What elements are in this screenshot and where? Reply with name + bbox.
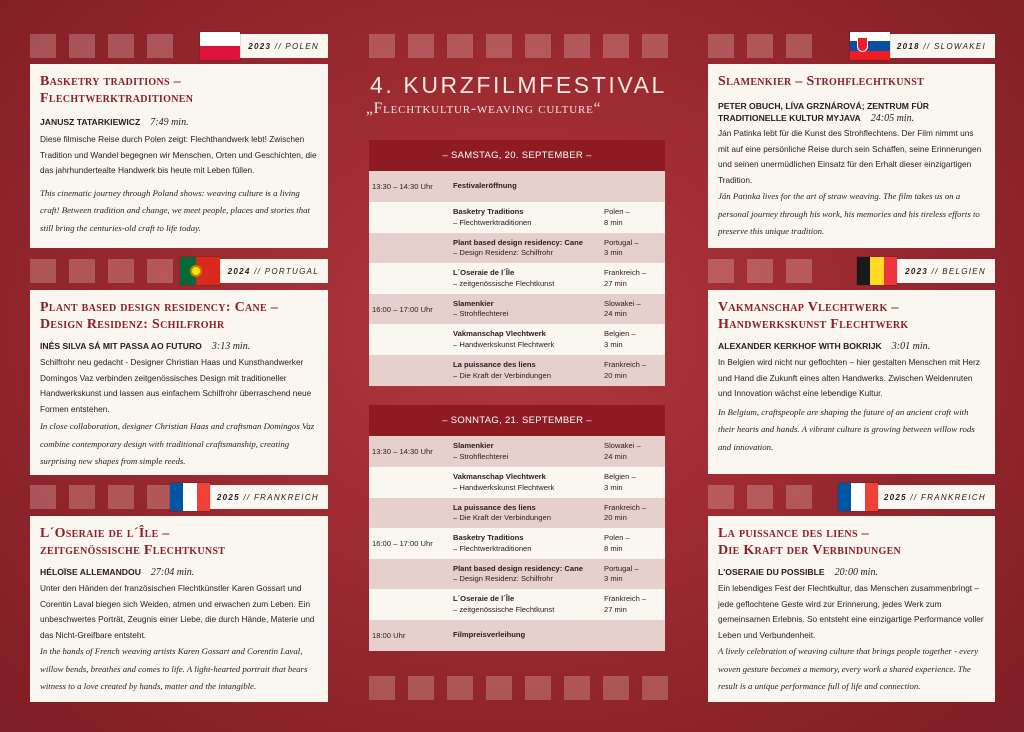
film-description-de: Unter den Händen der französischen Flechtkünstler Karen Gossart und Corentin Laval biegen sich Weiden, atmen und erwachen zum Leben. Ein unbeschwertes Porträt, Zeugnis einer Liebe, die durch Hände, Materie und das Nicht-Greifbare entsteht.: [40, 583, 315, 640]
schedule-country-name: Polen –: [604, 533, 630, 542]
schedule-duration: 8 min: [604, 217, 623, 227]
schedule-country: [604, 329, 664, 350]
flag-portugal-icon: [180, 257, 220, 285]
schedule-film: [453, 207, 604, 228]
schedule-country-name: Slowakei –: [604, 298, 641, 308]
schedule-row: [369, 436, 665, 467]
filmstrip-mid-left: [30, 259, 173, 283]
schedule-country: [604, 207, 664, 228]
schedule-row: [369, 467, 665, 498]
schedule-country: [604, 630, 664, 641]
schedule-film: [453, 441, 604, 462]
schedule-row: [369, 559, 665, 589]
schedule-country-name: Frankreich –: [604, 360, 647, 369]
film-title: Slamenkier – Strohflechtkunst: [718, 74, 925, 89]
festival-subtitle: „Flechtkultur-weaving culture“: [366, 100, 602, 117]
schedule-country-name: Slowakei –: [604, 441, 641, 450]
schedule-duration: 27 min: [604, 604, 627, 614]
schedule-film-title: Basketry Traditions: [453, 207, 524, 216]
schedule-duration: 3 min: [604, 482, 623, 492]
filmstrip-top-left: [30, 34, 173, 58]
tag-belgium: 2023 // BELGIEN: [896, 259, 995, 283]
tag-france-left: 2025 // FRANKREICH: [210, 485, 328, 509]
schedule-country: [604, 594, 664, 615]
schedule-film-subtitle: – zeitgenössische Flechtkunst: [453, 278, 555, 288]
flag-france-right-icon: [838, 483, 878, 511]
film-description-de: Ein lebendiges Fest der Flechtkultur, das Menschen zusammenbringt – jede geflochtene Geste wird zur Erinnerung, jedes Werk zum gemeinsamen Erlebnis. So entsteht eine einzigartige Performance voller Leben und Verbundenheit.: [718, 583, 984, 640]
filmstrip-mid-right: [708, 259, 812, 283]
schedule-duration: 3 min: [604, 574, 623, 583]
schedule-film: [453, 564, 604, 585]
film-description-en: In Belgium, craftspeople are shaping the future of an ancient craft with their hearts and hands. A vibrant culture is growing between willow rods and innovation.: [718, 406, 975, 452]
film-card-portugal: [30, 290, 328, 475]
schedule-film-subtitle: – Strohflechterei: [453, 309, 509, 318]
film-author: PETER OBUCH, LÍVA GRZNÁROVÁ; ZENTRUM FÜR TRADITIONELLE KULTUR MYJAVA 24:05 min.: [718, 101, 930, 124]
schedule-row: [369, 355, 665, 386]
schedule-country: [604, 533, 664, 554]
film-author: JANUSZ TATARKIEWICZ 7:49 min.: [40, 117, 189, 128]
schedule-duration: 20 min: [604, 513, 627, 522]
schedule-film-title: Vakmanschap Vlechtwerk: [453, 329, 546, 338]
schedule-time: 16:00 – 17:00 Uhr: [372, 304, 433, 314]
film-description-de: Diese filmische Reise durch Polen zeigt: Flechthandwerk lebt! Zwischen Tradition und Wandel begegnen wir Menschen, Orten und Geschichten, die das jahrhundertealte Handwerk bis heute mit Leben füllen.: [40, 134, 317, 175]
tag-poland: 2023 // POLEN: [200, 34, 328, 58]
schedule-film: [453, 238, 604, 259]
schedule-time: 16:00 – 17:00 Uhr: [372, 539, 433, 548]
schedule-film-subtitle: – Strohflechterei: [453, 451, 509, 461]
flag-poland-icon: [200, 32, 240, 60]
filmstrip-low-left: [30, 485, 173, 509]
schedule-country: [604, 181, 664, 192]
schedule-duration: 3 min: [604, 248, 623, 257]
schedule-day-header: – SONNTAG, 21. SEPTEMBER –: [369, 405, 665, 436]
schedule-film-subtitle: – Handwerkskunst Flechtwerk: [453, 482, 555, 492]
schedule-duration: 8 min: [604, 543, 623, 553]
schedule-country-name: Frankreich –: [604, 594, 647, 603]
film-description-en: Ján Patinka lives for the art of straw weaving. The film takes us on a personal journey through his work, his memories and his tireless efforts to preserve this unique tradition.: [718, 191, 980, 236]
schedule-country: [604, 299, 664, 320]
schedule-film-title: Vakmanschap Vlechtwerk: [453, 472, 546, 481]
film-description-de: Ján Patinka lebt für die Kunst des Strohflechtens. Der Film nimmt uns mit auf eine persönliche Reise durch sein Schaffen, seine Erinnerungen und seinen unermüdlichen Einsatz für den Erhalt dieser einzigartigen Tradition.: [718, 128, 982, 185]
schedule-film: [453, 299, 604, 320]
schedule-film-subtitle: – Flechtwerktraditionen: [453, 543, 532, 553]
schedule-saturday: [369, 140, 665, 386]
schedule-row: [369, 233, 665, 263]
film-card-belgium: [708, 290, 995, 474]
schedule-film-subtitle: – Die Kraft der Verbindungen: [453, 370, 551, 380]
schedule-row: [369, 202, 665, 233]
film-title: L´Oseraie de l´Île – zeitgenössische Flechtkunst: [40, 526, 226, 558]
schedule-country-name: Belgien –: [604, 472, 636, 481]
filmstrip-top-right: [708, 34, 812, 58]
schedule-country-name: Frankreich –: [604, 268, 647, 277]
film-description-en: In close collaboration, designer Christian Haas and craftsman Domingos Vaz combine contemporary design with traditional craftsmanship, creating surprising new shapes from simple reeds.: [40, 421, 315, 466]
schedule-duration: 24 min: [604, 309, 627, 318]
schedule-duration: 27 min: [604, 278, 627, 288]
schedule-film-title: Basketry Traditions: [453, 533, 524, 542]
schedule-country: [604, 441, 664, 462]
schedule-row: [369, 620, 665, 651]
schedule-film: [453, 268, 604, 289]
schedule-duration: 3 min: [604, 339, 623, 349]
schedule-country-name: Portugal –: [604, 563, 639, 573]
schedule-country: [604, 238, 664, 259]
film-description-de: In Belgien wird nicht nur geflochten – hier gestalten Menschen mit Herz und Hand die Zukunft eines alten Handwerks. Zwischen Weidenruten und Innovation wächst eine lebendige Kultur.: [718, 357, 980, 398]
schedule-film: [453, 533, 604, 554]
schedule-film-title: L´Oseraie de l´Île: [453, 594, 515, 603]
schedule-row: [369, 171, 665, 202]
schedule-film-title: Festivaleröffnung: [453, 181, 517, 191]
film-card-france-left: [30, 516, 328, 702]
schedule-film: [453, 594, 604, 615]
festival-title: 4. KURZFILMFESTIVAL: [370, 72, 667, 98]
schedule-film: [453, 503, 604, 524]
schedule-country: [604, 564, 664, 585]
film-author: INÊS SILVA SÁ MIT PASSA AO FUTURO 3:13 min.: [40, 341, 251, 352]
schedule-country: [604, 360, 664, 381]
schedule-film-subtitle: – Die Kraft der Verbindungen: [453, 513, 551, 522]
film-author: L'OSERAIE DU POSSIBLE 20:00 min.: [718, 567, 878, 578]
schedule-film-subtitle: – Design Residenz: Schilfrohr: [453, 574, 554, 583]
schedule-film-title: La puissance des liens: [453, 360, 536, 369]
film-description-en: This cinematic journey through Poland shows: weaving culture is a living craft! Between tradition and change, we meet people, places and stories that still bring the centuries-old craft to life today.: [40, 187, 310, 233]
flag-france-left-icon: [170, 483, 210, 511]
film-card-france-right: [708, 516, 995, 702]
schedule-country-name: Frankreich –: [604, 502, 647, 512]
schedule-row: [369, 528, 665, 559]
filmstrip-bottom-center: [369, 676, 668, 700]
film-card-slovakia: [708, 64, 995, 248]
schedule-country-name: Portugal –: [604, 237, 639, 247]
schedule-film: [453, 630, 604, 641]
schedule-film-title: Slamenkier: [453, 441, 494, 450]
schedule-film-title: L´Oseraie de l´Île: [453, 268, 515, 277]
schedule-country: [604, 503, 664, 524]
schedule-film: [453, 360, 604, 381]
schedule-sunday: [369, 405, 665, 651]
tag-france-right: 2025 // FRANKREICH: [878, 485, 995, 509]
schedule-duration: 24 min: [604, 451, 627, 461]
schedule-country: [604, 268, 664, 289]
filmstrip-top-center: [369, 34, 668, 58]
film-author: ALEXANDER KERKHOF WITH BOKRIJK 3:01 min.: [718, 341, 931, 352]
film-description-en: In the hands of French weaving artists Karen Gossart and Corentin Laval, willow bends, breathes and comes to life. A light-hearted portrait that bears witness to a love created by hands, matter and the intangible.: [40, 646, 308, 691]
schedule-film-title: Plant based design residency: Cane: [453, 563, 583, 573]
film-author: HÉLOÏSE ALLEMANDOU 27:04 min.: [40, 567, 195, 578]
schedule-country-name: Belgien –: [604, 329, 636, 338]
schedule-country-name: Polen –: [604, 207, 630, 216]
schedule-film-title: Filmpreisverleihung: [453, 630, 526, 640]
schedule-film-title: Slamenkier: [453, 298, 494, 308]
film-description-de: Schilfrohr neu gedacht - Designer Christian Haas und Kunsthandwerker Domingos Vaz verbinden zeitgenössisches Design mit traditioneller Handwerkskunst und lassen aus einfachem Schilfrohr überraschend neue Formen entstehen.: [40, 357, 312, 414]
schedule-film-title: La puissance des liens: [453, 502, 536, 512]
schedule-film-subtitle: – Flechtwerktraditionen: [453, 217, 532, 227]
schedule-day-header: – SAMSTAG, 20. SEPTEMBER –: [369, 140, 665, 171]
schedule-country: [604, 472, 664, 493]
schedule-time: 13:30 – 14:30 Uhr: [372, 182, 433, 191]
film-title: Plant based design residency: Cane – Design Residenz: Schilfrohr: [40, 300, 279, 332]
schedule-film-subtitle: – Design Residenz: Schilfrohr: [453, 248, 554, 257]
schedule-row: [369, 498, 665, 528]
schedule-film: [453, 181, 604, 192]
film-title: La puissance des liens – Die Kraft der Verbindungen: [718, 526, 902, 558]
tag-portugal: 2024 // PORTUGAL: [200, 259, 328, 283]
schedule-time: 18:00 Uhr: [372, 631, 406, 640]
schedule-film: [453, 329, 604, 350]
schedule-film: [453, 472, 604, 493]
film-description-en: A lively celebration of weaving culture that brings people together - every woven gesture becomes a memory, every work a shared experience. The result is a unique performance full of life and connection.: [718, 646, 979, 691]
flag-slovakia-icon: [850, 32, 890, 60]
schedule-film-title: Plant based design residency: Cane: [453, 237, 583, 247]
flag-belgium-icon: [857, 257, 897, 285]
tag-slovakia: 2018 // SLOWAKEI: [850, 34, 995, 58]
schedule-row: [369, 589, 665, 620]
film-card-poland: [30, 64, 328, 248]
schedule-film-subtitle: – zeitgenössische Flechtkunst: [453, 604, 555, 614]
schedule-row: [369, 324, 665, 355]
schedule-row: [369, 294, 665, 324]
film-title: Basketry traditions – Flechtwerktraditionen: [40, 74, 194, 106]
schedule-row: [369, 263, 665, 294]
filmstrip-low-right: [708, 485, 812, 509]
schedule-duration: 20 min: [604, 370, 627, 380]
film-title: Vakmanschap Vlechtwerk – Handwerkskunst Flechtwerk: [718, 300, 909, 332]
schedule-time: 13:30 – 14:30 Uhr: [372, 447, 433, 456]
schedule-film-subtitle: – Handwerkskunst Flechtwerk: [453, 339, 555, 349]
